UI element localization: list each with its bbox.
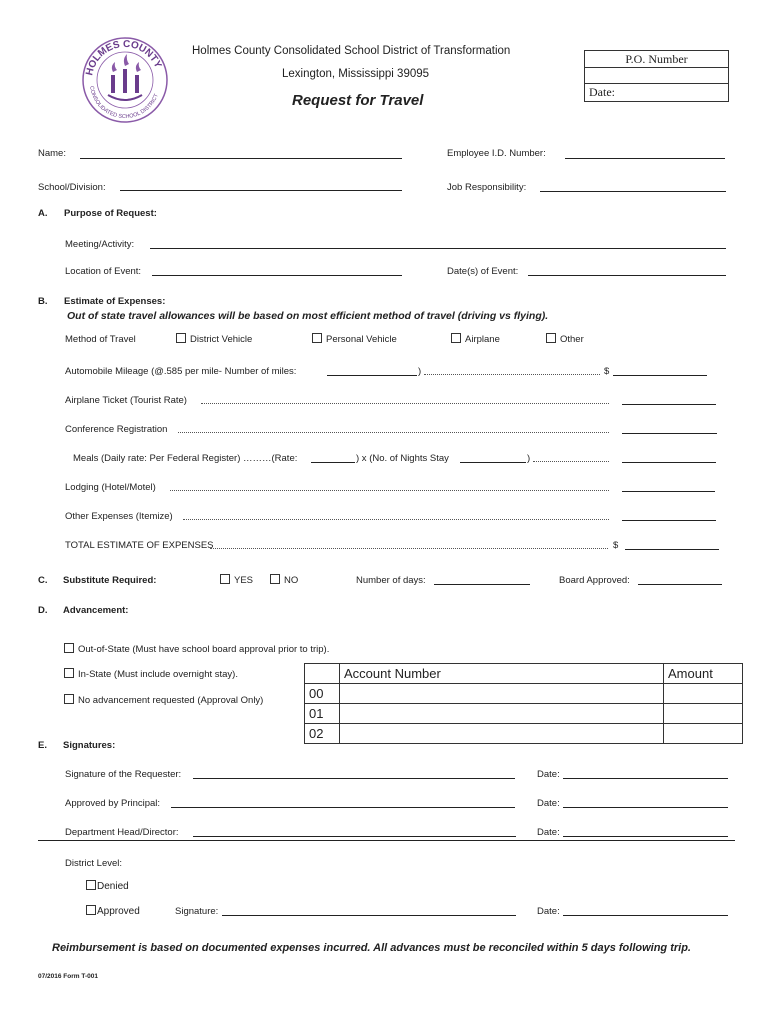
board-label: Board Approved: <box>559 575 630 586</box>
method-personal-vehicle[interactable] <box>312 333 397 345</box>
meeting-label: Meeting/Activity: <box>65 239 135 250</box>
employee-id-label: Employee I.D. Number: <box>447 148 546 159</box>
form-title: Request for Travel <box>292 92 424 109</box>
requester-label: Signature of the Requester: <box>65 769 182 780</box>
section-d-title: Advancement: <box>63 605 129 616</box>
district-name: Holmes County Consolidated School District of Transformation <box>192 45 511 57</box>
principal-signature-field[interactable] <box>171 807 515 808</box>
amount-header: Amount <box>664 664 743 684</box>
other-expenses-label: Other Expenses (Itemize) <box>65 511 173 522</box>
total-label: TOTAL ESTIMATE OF EXPENSES <box>65 540 214 551</box>
dept-head-date-label: Date: <box>537 827 560 838</box>
advance-out-of-state[interactable] <box>64 643 329 655</box>
account-number-cell[interactable] <box>340 704 664 724</box>
amount-cell[interactable] <box>664 724 743 744</box>
checkbox-icon <box>451 333 461 343</box>
method-district-vehicle-label: District Vehicle <box>190 334 253 345</box>
district-date-label: Date: <box>537 906 560 917</box>
district-approved-label: Approved <box>97 906 140 917</box>
other-amount-field[interactable] <box>622 520 716 521</box>
method-label: Method of Travel <box>65 334 136 345</box>
form-id: 07/2016 Form T-001 <box>38 973 98 980</box>
substitute-yes[interactable] <box>220 574 253 586</box>
section-e-letter: E. <box>38 740 47 751</box>
amount-cell[interactable] <box>664 704 743 724</box>
row-code: 00 <box>305 684 340 704</box>
section-a-letter: A. <box>38 208 48 219</box>
meals-mid: ) x (No. of Nights Stay <box>356 453 449 464</box>
advance-none[interactable] <box>64 694 263 706</box>
principal-label: Approved by Principal: <box>65 798 161 809</box>
section-d-letter: D. <box>38 605 48 616</box>
table-corner-cell <box>305 664 340 684</box>
total-amount-field[interactable] <box>625 549 719 550</box>
mileage-label: Automobile Mileage (@.585 per mile- Number of miles: <box>65 366 297 377</box>
job-label: Job Responsibility: <box>447 182 527 193</box>
conference-label: Conference Registration <box>65 424 168 435</box>
job-field[interactable] <box>540 191 726 192</box>
section-b-letter: B. <box>38 296 48 307</box>
principal-date-label: Date: <box>537 798 560 809</box>
advance-in-state[interactable] <box>64 668 238 680</box>
requester-date-label: Date: <box>537 769 560 780</box>
event-dates-label: Date(s) of Event: <box>447 266 519 277</box>
meals-rate-field[interactable] <box>311 462 355 463</box>
po-box <box>584 50 729 102</box>
section-b-title: Estimate of Expenses: <box>64 296 166 307</box>
method-other[interactable] <box>546 333 584 345</box>
method-airplane-label: Airplane <box>465 334 500 345</box>
district-logo <box>80 35 170 125</box>
district-denied[interactable] <box>86 880 129 892</box>
leader-dots <box>210 548 608 549</box>
lodging-amount-field[interactable] <box>622 491 715 492</box>
row-code: 01 <box>305 704 340 724</box>
lodging-label: Lodging (Hotel/Motel) <box>65 482 156 493</box>
section-e-title: Signatures: <box>63 740 116 751</box>
dept-head-label: Department Head/Director: <box>65 827 179 838</box>
location-label: Location of Event: <box>65 266 142 277</box>
method-personal-vehicle-label: Personal Vehicle <box>326 334 397 345</box>
advance-none-label: No advancement requested (Approval Only) <box>78 695 264 706</box>
checkbox-icon <box>64 668 74 678</box>
conference-amount-field[interactable] <box>622 433 717 434</box>
substitute-yes-label: YES <box>234 575 254 586</box>
school-label: School/Division: <box>38 182 106 193</box>
district-date-field[interactable] <box>563 915 728 916</box>
checkbox-icon <box>312 333 322 343</box>
name-label: Name: <box>38 148 66 159</box>
po-number-field[interactable] <box>585 68 728 84</box>
section-c-title: Substitute Required: <box>63 575 157 586</box>
days-field[interactable] <box>434 584 530 585</box>
po-date-label: Date: <box>589 85 615 99</box>
table-row <box>305 704 743 724</box>
meals-label: Meals (Daily rate: Per Federal Register) ………(Rate: <box>73 453 298 464</box>
account-number-header: Account Number <box>340 664 664 684</box>
nights-field[interactable] <box>460 462 526 463</box>
checkbox-icon <box>546 333 556 343</box>
board-field[interactable] <box>638 584 722 585</box>
table-row <box>305 724 743 744</box>
method-other-label: Other <box>560 334 584 345</box>
row-code: 02 <box>305 724 340 744</box>
method-airplane[interactable] <box>451 333 500 345</box>
leader-dots <box>178 432 609 433</box>
total-dollar: $ <box>613 540 619 551</box>
location-field[interactable] <box>152 275 402 276</box>
airplane-label: Airplane Ticket (Tourist Rate) <box>65 395 187 406</box>
days-label: Number of days: <box>356 575 426 586</box>
svg-text:HOLMES COUNTY: HOLMES COUNTY <box>84 38 164 77</box>
leader-dots <box>183 519 609 520</box>
district-city: Lexington, Mississippi 39095 <box>282 68 430 80</box>
meals-close: ) <box>527 453 531 464</box>
checkbox-icon <box>64 643 74 653</box>
advance-in-state-label: In-State (Must include overnight stay). <box>78 669 238 680</box>
checkbox-icon <box>64 694 74 704</box>
airplane-amount-field[interactable] <box>622 404 716 405</box>
svg-text:CONSOLIDATED SCHOOL DISTRICT: CONSOLIDATED SCHOOL DISTRICT <box>88 85 160 121</box>
district-level-title: District Level: <box>65 858 123 869</box>
checkbox-icon <box>220 574 230 584</box>
mileage-close: ) <box>418 366 422 377</box>
leader-dots <box>170 490 609 491</box>
dept-head-date-field[interactable] <box>563 836 728 837</box>
requester-date-field[interactable] <box>563 778 728 779</box>
account-number-cell[interactable] <box>340 724 664 744</box>
district-approved[interactable] <box>86 905 140 917</box>
name-field[interactable] <box>80 158 402 159</box>
checkbox-icon <box>176 333 186 343</box>
table-header-row <box>305 664 743 684</box>
mileage-amount-field[interactable] <box>613 375 707 376</box>
substitute-no-label: NO <box>284 575 299 586</box>
account-table <box>304 663 743 744</box>
principal-date-field[interactable] <box>563 807 728 808</box>
advance-out-of-state-label: Out-of-State (Must have school board approval prior to trip). <box>78 644 330 655</box>
substitute-no[interactable] <box>270 574 298 586</box>
mileage-dollar: $ <box>604 366 610 377</box>
district-denied-label: Denied <box>97 881 129 892</box>
miles-field[interactable] <box>327 375 417 376</box>
event-dates-field[interactable] <box>528 275 726 276</box>
section-c-letter: C. <box>38 575 48 586</box>
checkbox-icon <box>86 905 96 915</box>
table-row <box>305 684 743 704</box>
checkbox-icon <box>270 574 280 584</box>
district-signature-label: Signature: <box>175 906 219 917</box>
requester-signature-field[interactable] <box>193 778 515 779</box>
section-divider <box>38 840 735 841</box>
leader-dots <box>424 374 600 375</box>
meals-amount-field[interactable] <box>622 462 716 463</box>
dept-head-signature-field[interactable] <box>193 836 516 837</box>
amount-cell[interactable] <box>664 684 743 704</box>
method-district-vehicle[interactable] <box>176 333 252 345</box>
po-number-label: P.O. Number <box>585 51 728 68</box>
section-a-title: Purpose of Request: <box>64 208 157 219</box>
checkbox-icon <box>86 880 96 890</box>
reimbursement-note: Reimbursement is based on documented expenses incurred. All advances must be reconciled within 5 days following trip. <box>52 942 691 954</box>
employee-id-field[interactable] <box>565 158 725 159</box>
account-number-cell[interactable] <box>340 684 664 704</box>
district-signature-field[interactable] <box>222 915 516 916</box>
meeting-field[interactable] <box>150 248 726 249</box>
travel-allowance-note: Out of state travel allowances will be based on most efficient method of travel (driving vs flying). <box>67 310 549 322</box>
leader-dots <box>201 403 609 404</box>
school-field[interactable] <box>120 190 402 191</box>
leader-dots <box>533 461 609 462</box>
